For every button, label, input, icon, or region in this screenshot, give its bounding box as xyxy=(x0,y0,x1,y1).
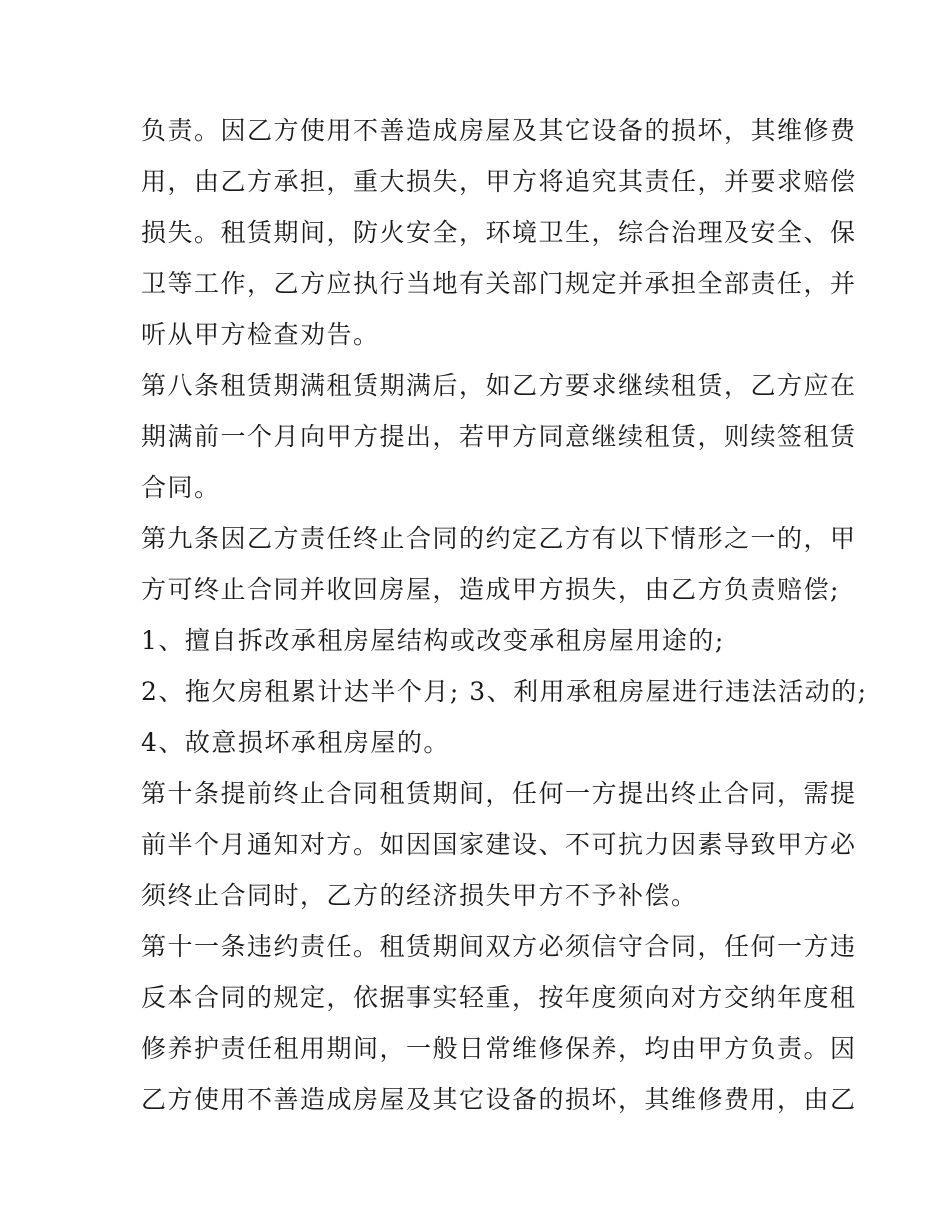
text-line: 合同。 xyxy=(141,473,221,502)
text-line: 反本合同的规定，依据事实轻重，按年度须向对方交纳年度租 xyxy=(141,983,857,1012)
text-line: 第八条租赁期满租赁期满后，如乙方要求继续租赁，乙方应在 xyxy=(141,371,857,400)
text-line: 方可终止合同并收回房屋，造成甲方损失，由乙方负责赔偿; xyxy=(141,575,840,604)
contract-text-body xyxy=(141,105,868,1125)
text-line: 乙方使用不善造成房屋及其它设备的损坏，其维修费用，由乙 xyxy=(141,1085,857,1114)
text-line: 2、拖欠房租累计达半个月; 3、利用承租房屋进行违法活动的; xyxy=(141,677,868,706)
text-line: 4、故意损坏承租房屋的。 xyxy=(141,728,450,757)
text-line: 须终止合同时，乙方的经济损失甲方不予补偿。 xyxy=(141,881,698,910)
text-line: 损失。租赁期间，防火安全，环境卫生，综合治理及安全、保 xyxy=(141,218,857,247)
text-line: 负责。因乙方使用不善造成房屋及其它设备的损坏，其维修费 xyxy=(141,116,857,145)
text-line: 第十条提前终止合同租赁期间，任何一方提出终止合同，需提 xyxy=(141,779,857,808)
text-line: 第十一条违约责任。租赁期间双方必须信守合同，任何一方违 xyxy=(141,932,857,961)
text-line: 修养护责任租用期间，一般日常维修保养，均由甲方负责。因 xyxy=(141,1034,857,1063)
text-line: 期满前一个月向甲方提出，若甲方同意继续租赁，则续签租赁 xyxy=(141,422,857,451)
text-line: 第九条因乙方责任终止合同的约定乙方有以下情形之一的，甲 xyxy=(141,524,857,553)
text-line: 前半个月通知对方。如因国家建设、不可抗力因素导致甲方必 xyxy=(141,830,857,859)
text-line: 卫等工作，乙方应执行当地有关部门规定并承担全部责任，并 xyxy=(141,269,857,298)
text-line: 听从甲方检查劝告。 xyxy=(141,320,380,349)
text-line: 1、擅自拆改承租房屋结构或改变承租房屋用途的; xyxy=(141,626,725,655)
text-line: 用，由乙方承担，重大损失，甲方将追究其责任，并要求赔偿 xyxy=(141,167,857,196)
